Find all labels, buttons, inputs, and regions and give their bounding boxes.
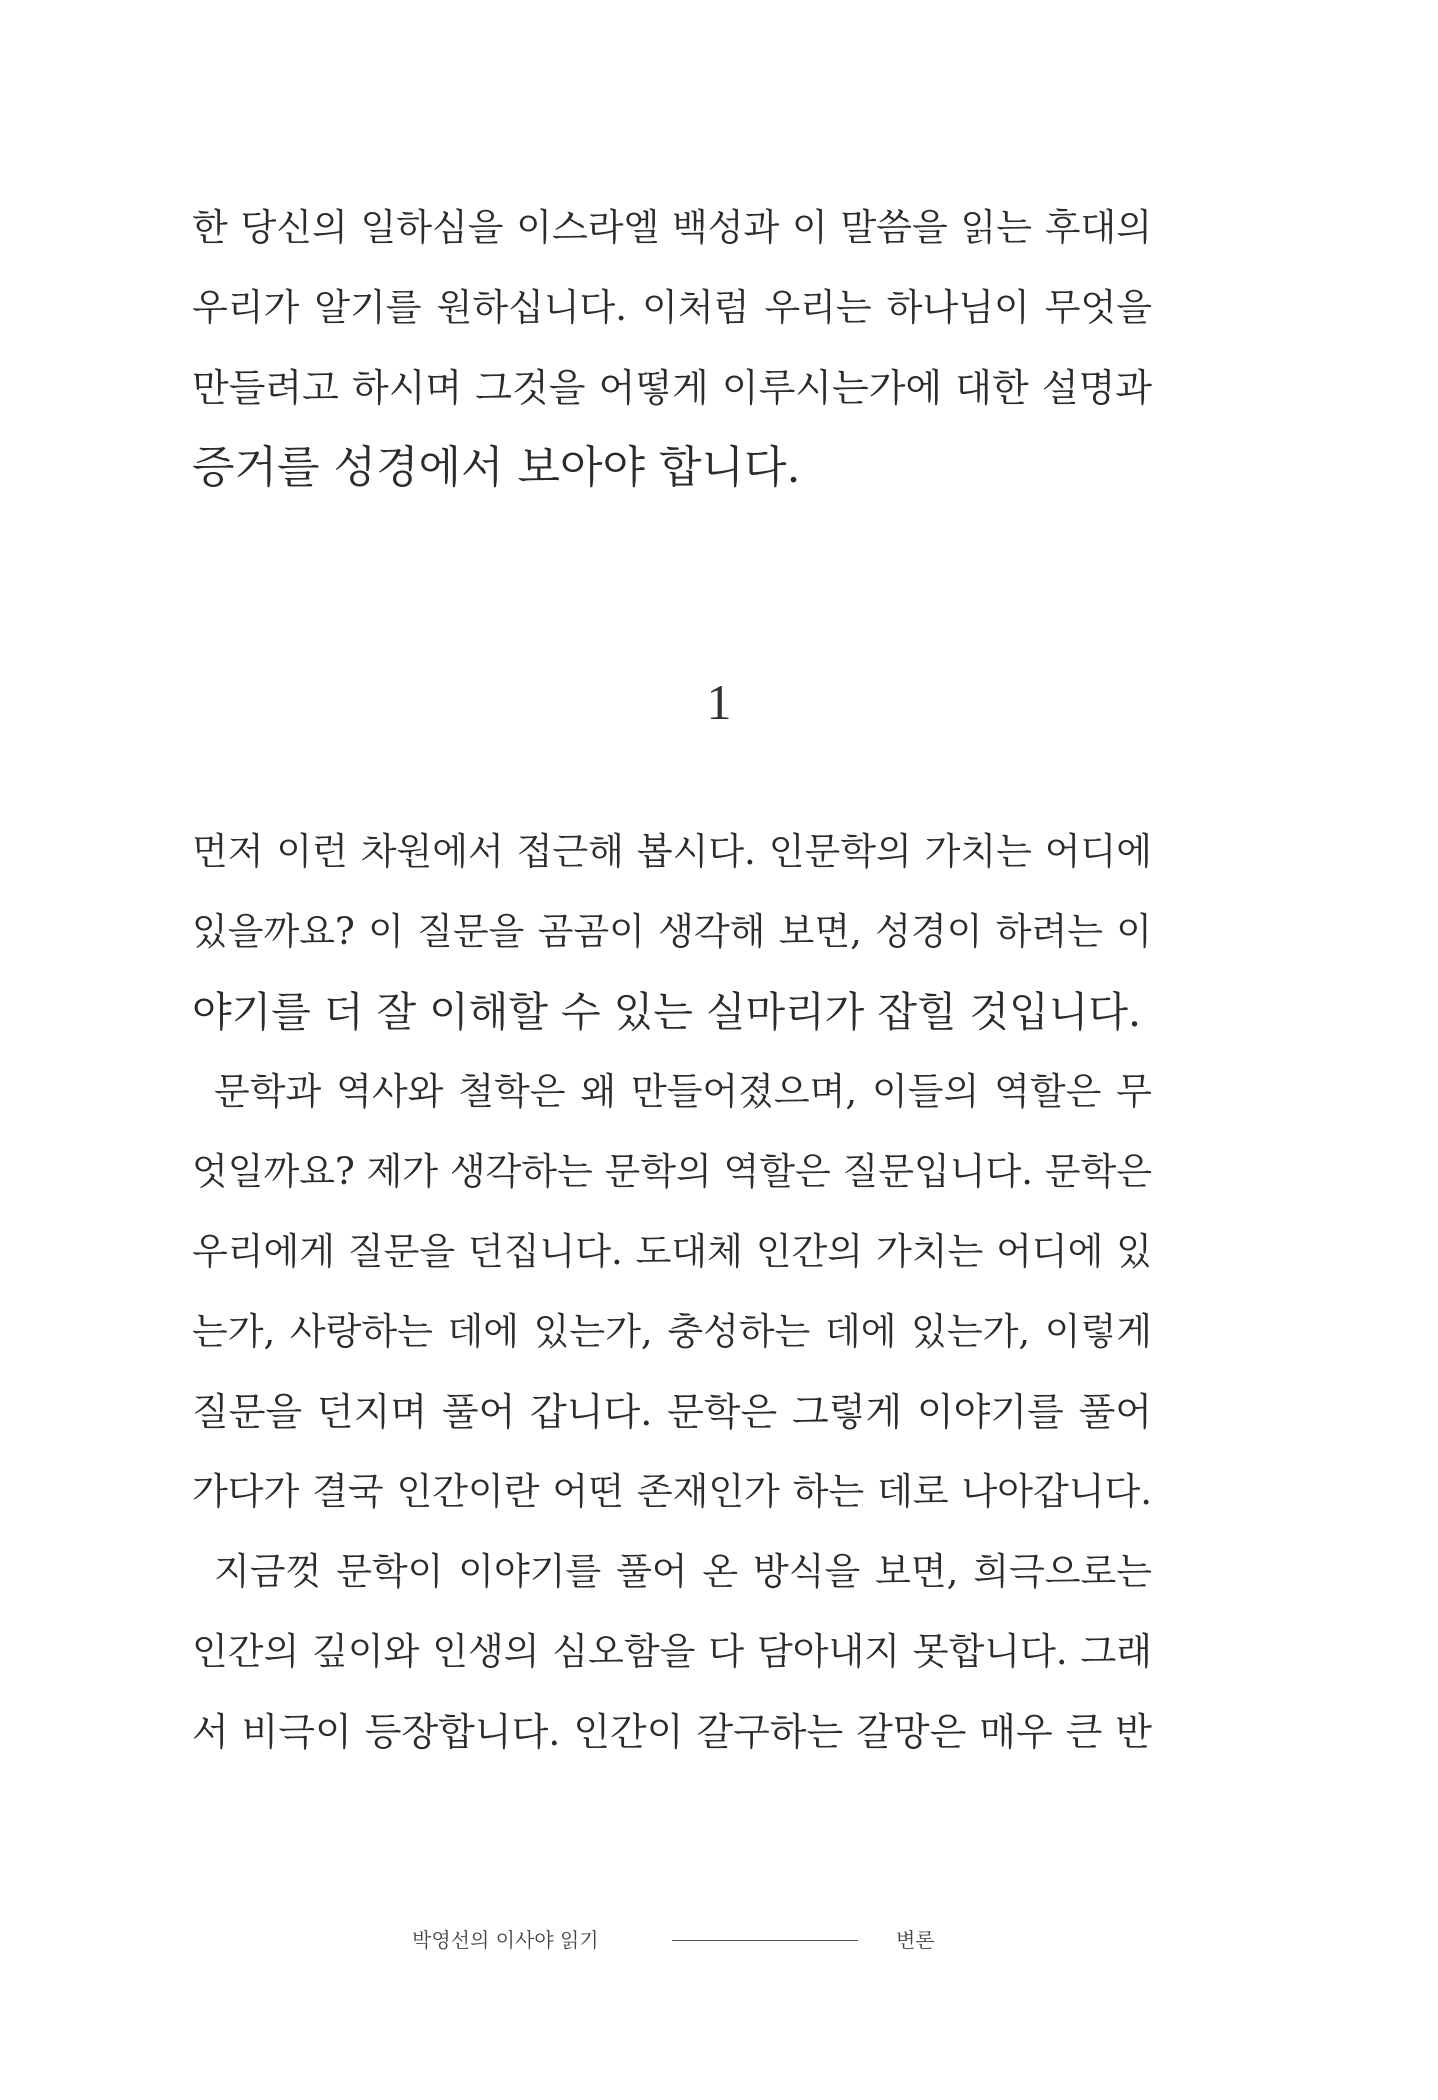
- intro-line: 만들려고 하시며 그것을 어떻게 이루시는가에 대한 설명과: [192, 366, 1152, 410]
- body-line: 먼저 이런 차원에서 접근해 봅시다. 인문학의 가치는 어디에: [192, 830, 1152, 873]
- body-line: 지금껏 문학이 이야기를 풀어 온 방식을 보면, 희극으로는: [214, 1550, 1152, 1593]
- footer-divider: [672, 1940, 858, 1941]
- body-line: 가다가 결국 인간이란 어떤 존재인가 하는 데로 나아갑니다.: [192, 1470, 1152, 1513]
- footer-book-title: 박영선의 이사야 읽기: [412, 1928, 599, 1952]
- body-line: 우리에게 질문을 던집니다. 도대체 인간의 가치는 어디에 있: [192, 1230, 1152, 1273]
- body-line: 인간의 깊이와 인생의 심오함을 다 담아내지 못합니다. 그래: [192, 1630, 1152, 1673]
- section-number: 1: [706, 674, 732, 730]
- intro-line: 우리가 알기를 원하십니다. 이처럼 우리는 하나님이 무엇을: [192, 286, 1152, 329]
- body-line: 서 비극이 등장합니다. 인간이 갈구하는 갈망은 매우 큰 반: [192, 1710, 1152, 1754]
- body-line: 문학과 역사와 철학은 왜 만들어졌으며, 이들의 역할은 무: [214, 1070, 1152, 1113]
- intro-line: 한 당신의 일하심을 이스라엘 백성과 이 말씀을 읽는 후대의: [192, 206, 1152, 249]
- page-footer: [0, 1925, 1438, 1955]
- body-line: 질문을 던지며 풀어 갑니다. 문학은 그렇게 이야기를 풀어: [192, 1390, 1152, 1434]
- intro-line: 증거를 성경에서 보아야 합니다.: [192, 442, 801, 493]
- body-line: 엇일까요? 제가 생각하는 문학의 역할은 질문입니다. 문학은: [192, 1150, 1152, 1193]
- body-line: 는가, 사랑하는 데에 있는가, 충성하는 데에 있는가, 이렇게: [192, 1310, 1152, 1353]
- footer-chapter-title: 변론: [896, 1928, 935, 1952]
- body-line: 야기를 더 잘 이해할 수 있는 실마리가 잡힐 것입니다.: [192, 988, 1142, 1036]
- body-line: 있을까요? 이 질문을 곰곰이 생각해 보면, 성경이 하려는 이: [192, 910, 1152, 953]
